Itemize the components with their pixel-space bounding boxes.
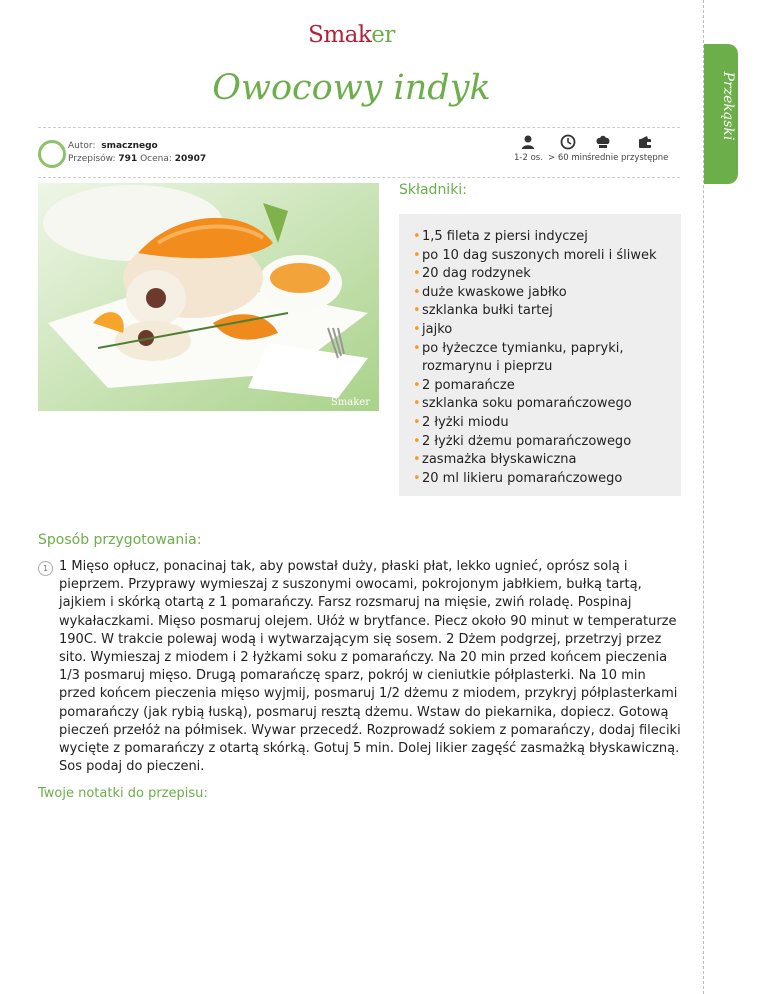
wallet-icon xyxy=(637,134,653,150)
preparation-heading: Sposób przygotowania: xyxy=(38,532,202,548)
photo-watermark: Smaker xyxy=(330,397,370,408)
ingredient-item: • 20 ml likieru pomarańczowego xyxy=(413,470,681,489)
ingredient-item: • szklanka bułki tartej xyxy=(413,302,681,321)
step-text: 1 Mięso opłucz, ponacinaj tak, aby powstał duży, płaski płat, lekko ugnieć, oprósz solą i pieprzem. Przyprawy wymieszaj z suszonymi owocami, pokrojonym jabłkiem, bułką tartą, jajkiem i skórką otartą z 1 pomarańczy. Farsz rozsmaruj na mięsie, zwiń roladę. Pospinaj wykałaczkami. Mięso posmaruj olejem. Ułóż w brytfance. Piecz około 90 minut w temperaturze 190C. W trakcie polewaj wodą i wytwarzającym się sosem. 2 Dżem podgrzej, przetrzyj przez sito. Wymieszaj z miodem i 2 łyżkami soku z pomarańczy. Na 20 min przed końcem pieczenia 1/3 posmaruj mięso. Drugą pomarańczę sparz, pokrój w cieniutkie półplasterki. Na 10 min przed końcem pieczenia mięso wyjmij, posmaruj 1/2 dżemu z miodem, przykryj półplasterkami pomarańczy (jak rybią łuską), posmaruj resztą dżemu. Wstaw do piekarnika, dopiecz. Gotową pieczeń przełóż na półmisek. Wywar przecedź. Rozprowadź sokiem z pomarańczy, dodaj fileciki wycięte z pomarańczy z otartą skórką. Gotuj 5 min. Dolej likier zagęść zasmażką błyskawiczną. Sos podaj do pieczeni. xyxy=(59,559,681,775)
ingredient-item: • po łyżeczce tymianku, papryki, rozmarynu i pieprzu xyxy=(413,340,632,377)
avatar xyxy=(38,140,66,168)
ingredient-item: • 2 łyżki miodu xyxy=(413,414,681,433)
ingredient-item: • 2 pomarańcze xyxy=(413,377,681,396)
step-number: 1 xyxy=(38,561,53,576)
category-tab-label: Przekąski xyxy=(720,71,736,141)
author-info: Autor: smacznego Przepisów: 791 Ocena: 20907 xyxy=(68,141,207,164)
brand-logo: Smaker xyxy=(308,22,395,48)
ingredient-item: • po 10 dag suszonych moreli i śliwek xyxy=(413,247,681,266)
ingredient-item: • 2 łyżki dżemu pomarańczowego xyxy=(413,433,681,452)
time-meta: > 60 min xyxy=(548,134,587,163)
ingredient-item: • 20 dag rodzynek xyxy=(413,265,681,284)
divider xyxy=(38,177,680,178)
author-name[interactable]: smacznego xyxy=(101,141,158,151)
ingredient-item: • jajko xyxy=(413,321,681,340)
servings-meta: 1-2 os. xyxy=(514,134,543,163)
ingredients-heading: Składniki: xyxy=(399,182,467,198)
clock-icon xyxy=(560,134,576,150)
recipe-title: Owocowy indyk xyxy=(212,68,491,108)
ingredient-item: • 1,5 fileta z piersi indyczej xyxy=(413,228,681,247)
recipe-photo xyxy=(38,183,379,411)
ingredient-item: • szklanka soku pomarańczowego xyxy=(413,395,681,414)
ingredients-box xyxy=(399,214,681,496)
difficulty-meta: średnie xyxy=(587,134,618,163)
ingredient-item: • zasmażka błyskawiczna xyxy=(413,451,681,470)
ingredients-list xyxy=(399,214,681,488)
divider xyxy=(38,127,680,128)
chef-hat-icon xyxy=(595,134,611,150)
ingredient-item: • duże kwaskowe jabłko xyxy=(413,284,681,303)
notes-heading: Twoje notatki do przepisu: xyxy=(38,786,208,801)
cost-meta: przystępne xyxy=(621,134,668,163)
person-icon xyxy=(520,134,536,150)
